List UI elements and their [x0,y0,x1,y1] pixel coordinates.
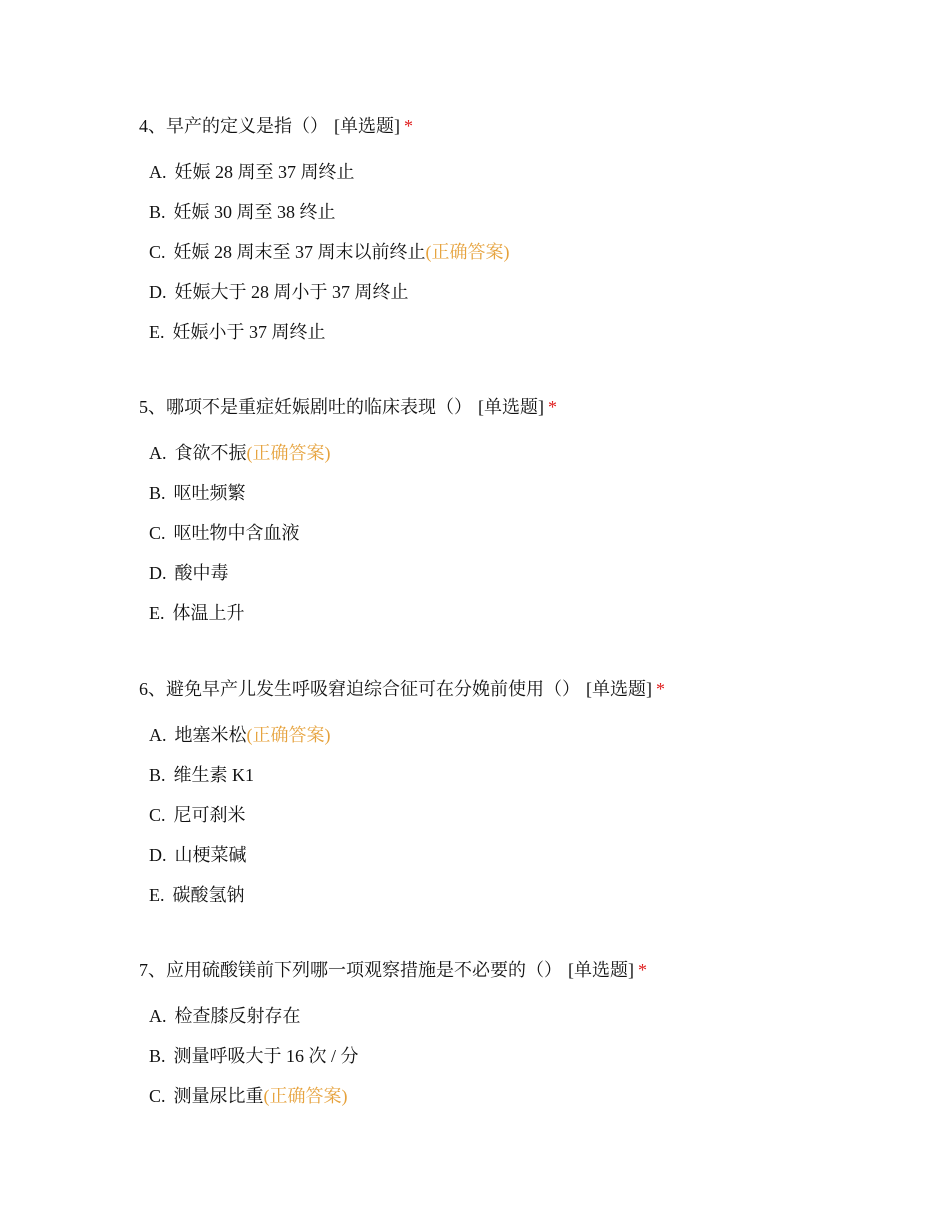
option-d[interactable] [149,280,899,304]
option-letter: D. [149,563,167,583]
correct-answer-tag: (正确答案) [246,443,331,463]
option-text: 呕吐物中含血液 [173,523,300,543]
option-b[interactable] [149,200,899,224]
option-text: 妊娠小于 37 周终止 [172,322,326,342]
option-list [139,1004,899,1108]
option-letter: B. [149,765,166,785]
option-a[interactable] [149,441,899,465]
option-text: 体温上升 [172,603,245,623]
option-letter: A. [149,443,167,463]
question-type: [单选题] [586,679,652,699]
option-text: 妊娠 28 周末至 37 周末以前终止 [173,242,426,262]
option-letter: B. [149,202,166,222]
option-c[interactable] [149,803,899,827]
question-title [139,677,899,701]
option-text: 妊娠 28 周至 37 周终止 [174,162,355,182]
option-text: 妊娠 30 周至 38 终止 [173,202,336,222]
option-text: 呕吐频繁 [173,483,246,503]
option-list [139,723,899,907]
option-e[interactable] [149,883,899,907]
option-b[interactable] [149,1044,899,1068]
option-text: 妊娠大于 28 周小于 37 周终止 [174,282,409,302]
option-text: 测量呼吸大于 16 次 / 分 [173,1046,359,1066]
option-a[interactable] [149,160,899,184]
option-letter: D. [149,845,167,865]
option-letter: E. [149,885,165,905]
option-text: 酸中毒 [174,563,229,583]
required-marker: * [656,679,665,699]
option-text: 测量尿比重 [173,1086,264,1106]
question-type: [单选题] [478,397,544,417]
option-letter: E. [149,603,165,623]
question-title [139,395,899,419]
option-e[interactable] [149,320,899,344]
question-title [139,114,899,138]
correct-answer-tag: (正确答案) [263,1086,348,1106]
question-7 [139,958,899,1124]
option-letter: C. [149,805,166,825]
option-b[interactable] [149,481,899,505]
question-type: [单选题] [334,116,400,136]
option-d[interactable] [149,561,899,585]
question-4 [139,114,899,360]
option-letter: C. [149,242,166,262]
option-letter: A. [149,725,167,745]
option-b[interactable] [149,763,899,787]
option-d[interactable] [149,843,899,867]
option-list [139,441,899,625]
question-title [139,958,899,982]
correct-answer-tag: (正确答案) [425,242,510,262]
option-text: 尼可刹米 [173,805,246,825]
question-6 [139,677,899,923]
required-marker: * [404,116,413,136]
option-letter: A. [149,162,167,182]
correct-answer-tag: (正确答案) [246,725,331,745]
option-text: 维生素 K1 [173,765,255,785]
option-letter: B. [149,483,166,503]
option-letter: E. [149,322,165,342]
option-c[interactable] [149,240,899,264]
question-text: 7、应用硫酸镁前下列哪一项观察措施是不必要的（） [139,960,562,980]
option-e[interactable] [149,601,899,625]
question-text: 5、哪项不是重症妊娠剧吐的临床表现（） [139,397,472,417]
option-text: 食欲不振 [174,443,247,463]
question-5 [139,395,899,641]
question-text: 4、早产的定义是指（） [139,116,328,136]
required-marker: * [638,960,647,980]
option-letter: D. [149,282,167,302]
option-text: 山梗菜碱 [174,845,247,865]
option-letter: B. [149,1046,166,1066]
option-letter: C. [149,1086,166,1106]
option-c[interactable] [149,1084,899,1108]
option-text: 碳酸氢钠 [172,885,245,905]
option-text: 检查膝反射存在 [174,1006,301,1026]
option-c[interactable] [149,521,899,545]
option-text: 地塞米松 [174,725,247,745]
required-marker: * [548,397,557,417]
question-text: 6、避免早产儿发生呼吸窘迫综合征可在分娩前使用（） [139,679,580,699]
option-list [139,160,899,344]
question-type: [单选题] [568,960,634,980]
option-a[interactable] [149,1004,899,1028]
option-letter: C. [149,523,166,543]
option-letter: A. [149,1006,167,1026]
option-a[interactable] [149,723,899,747]
